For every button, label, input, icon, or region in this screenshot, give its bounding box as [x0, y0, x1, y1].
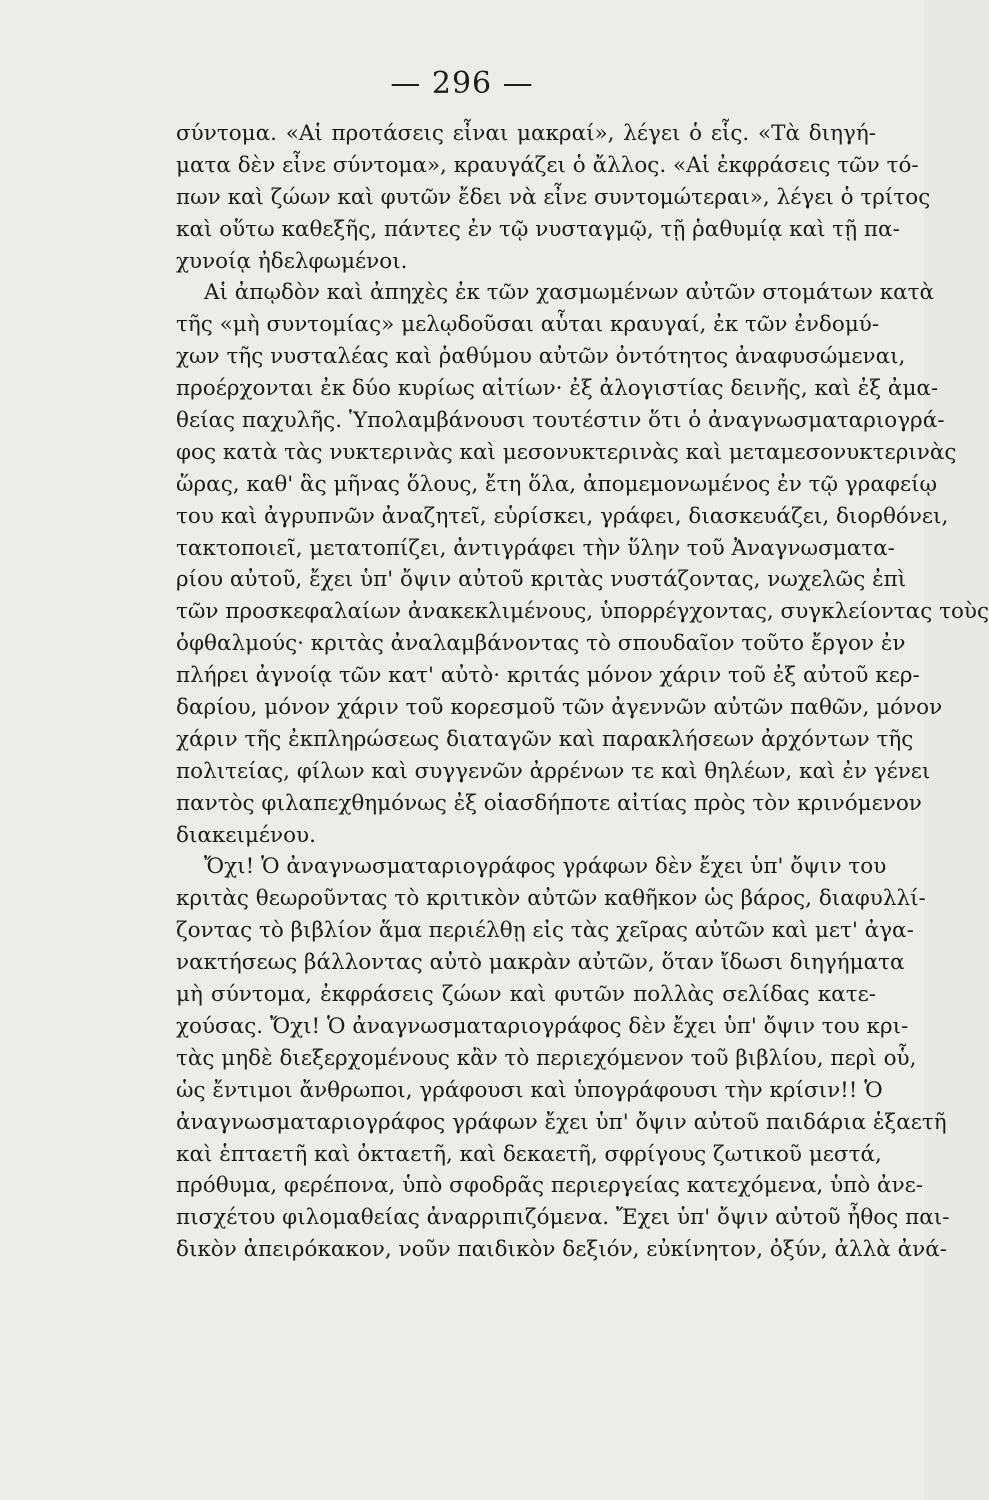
text-line: δαρίου, μόνον χάριν τοῦ κορεσμοῦ τῶν ἀγεννῶν αὐτῶν παθῶν, μόνον — [176, 695, 943, 721]
text-line: ὡς ἔντιμοι ἄνθρωποι, γράφουσι καὶ ὑπογράφουσι τὴν κρίσιν!! Ὁ — [176, 1077, 883, 1103]
text-line: πρόθυμα, φερέπονα, ὑπὸ σφοδρᾶς περιεργείας κατεχόμενα, ὑπὸ ἀνε- — [176, 1173, 924, 1199]
paragraph-3 — [176, 851, 950, 1266]
text-line: τῆς «μὴ συντομίας» μελῳδοῦσαι αὗται κραυγαί, ἐκ τῶν ἐνδομύ- — [176, 312, 880, 338]
page-number: — 296 — — [390, 66, 534, 101]
body-text — [176, 118, 989, 1266]
text-line: Ὄχι! Ὁ ἀναγνωσματαριογράφος γράφων δὲν ἔχει ὑπ' ὄψιν του — [204, 854, 887, 880]
text-line: νακτήσεως βάλλοντας αὐτὸ μακρὰν αὐτῶν, ὅταν ἴδωσι διηγήματα — [176, 950, 905, 976]
paragraph-2 — [176, 277, 989, 851]
text-line: σύντομα. «Αἱ προτάσεις εἶναι μακραί», λέγει ὁ εἷς. «Τὰ διηγή- — [176, 121, 876, 146]
text-line: πολιτείας, φίλων καὶ συγγενῶν ἀρρένων τε καὶ θηλέων, καὶ ἐν γένει — [176, 758, 931, 784]
text-line: ζοντας τὸ βιβλίον ἅμα περιέλθῃ εἰς τὰς χεῖρας αὐτῶν καὶ μετ' ἀγα- — [176, 918, 914, 944]
text-line: διακειμένου. — [176, 822, 316, 848]
text-line: πλήρει ἀγνοίᾳ τῶν κατ' αὐτὸ· κριτάς μόνον χάριν τοῦ ἐξ αὐτοῦ κερ- — [176, 663, 920, 689]
text-line: ὀφθαλμούς· κριτὰς ἀναλαμβάνοντας τὸ σπουδαῖον τοῦτο ἔργον ἐν — [176, 631, 906, 657]
text-line: καὶ οὕτω καθεξῆς, πάντες ἐν τῷ νυσταγμῷ, τῇ ῥαθυμίᾳ καὶ τῇ πα- — [176, 216, 900, 242]
text-line: θείας παχυλῆς. Ὑπολαμβάνουσι τουτέστιν ὅτι ὁ ἀναγνωσματαριογρά- — [176, 408, 945, 434]
text-line: ἀναγνωσματαριογράφος γράφων ἔχει ὑπ' ὄψιν αὐτοῦ παιδάρια ἑξαετῆ — [176, 1109, 947, 1135]
text-line: πισχέτου φιλομαθείας ἀναρριπιζόμενα. Ἔχει ὑπ' ὄψιν αὐτοῦ ἦθος παι- — [176, 1205, 950, 1231]
text-line: παντὸς φιλαπεχθημόνως ἐξ οἱασδήποτε αἰτίας πρὸς τὸν κρινόμενον — [176, 790, 922, 816]
text-line: τῶν προσκεφαλαίων ἀνακεκλιμένους, ὑπορρέγχοντας, συγκλείοντας τοὺς — [176, 599, 989, 625]
text-line: πων καὶ ζώων καὶ φυτῶν ἔδει νὰ εἶνε συντομώτεραι», λέγει ὁ τρίτος — [176, 184, 931, 210]
text-line: κριτὰς θεωροῦντας τὸ κριτικὸν αὐτῶν καθῆκον ὡς βάρος, διαφυλλί- — [176, 886, 926, 912]
text-line: χούσας. Ὄχι! Ὁ ἀναγνωσματαριογράφος δὲν ἔχει ὑπ' ὄψιν του κρι- — [176, 1013, 909, 1039]
text-line: χων τῆς νυσταλέας καὶ ῥαθύμου αὐτῶν ὀντότητος ἀναφυσώμεναι, — [176, 344, 906, 370]
text-line: χάριν τῆς ἐκπληρώσεως διαταγῶν καὶ παρακλήσεων ἀρχόντων τῆς — [176, 726, 914, 752]
text-line: τακτοποιεῖ, μετατοπίζει, ἀντιγράφει τὴν ὕλην τοῦ Ἀναγνωσματα- — [176, 535, 895, 561]
text-line: ματα δὲν εἶνε σύντομα», κραυγάζει ὁ ἄλλος. «Αἱ ἐκφράσεις τῶν τό- — [176, 152, 919, 178]
text-line: προέρχονται ἐκ δύο κυρίως αἰτίων· ἐξ ἀλογιστίας δεινῆς, καὶ ἐξ ἀμα- — [176, 376, 939, 402]
text-line: φος κατὰ τὰς νυκτερινὰς καὶ μεσονυκτερινὰς καὶ μεταμεσονυκτερινὰς — [176, 439, 957, 465]
text-line: ρίου αὐτοῦ, ἔχει ὑπ' ὄψιν αὐτοῦ κριτὰς νυστάζοντας, νωχελῶς ἐπὶ — [176, 567, 907, 593]
text-line: τὰς μηδὲ διεξερχομένους κἂν τὸ περιεχόμενον τοῦ βιβλίου, περὶ οὗ, — [176, 1045, 917, 1071]
text-line: του καὶ ἀγρυπνῶν ἀναζητεῖ, εὑρίσκει, γράφει, διασκευάζει, διορθόνει, — [176, 503, 949, 529]
paragraph-1 — [176, 118, 931, 277]
text-line: ὥρας, καθ' ἃς μῆνας ὅλους, ἔτη ὅλα, ἀπομεμονωμένος ἐν τῷ γραφείῳ — [176, 471, 938, 497]
text-line: δικὸν ἀπειρόκακον, νοῦν παιδικὸν δεξιόν, εὐκίνητον, ὀξύν, ἀλλὰ ἀνά- — [176, 1237, 947, 1263]
text-line: Αἱ ἀπῳδὸν καὶ ἀπηχὲς ἐκ τῶν χασμωμένων αὐτῶν στομάτων κατὰ — [204, 280, 935, 306]
text-line: καὶ ἑπταετῆ καὶ ὀκταετῆ, καὶ δεκαετῆ, σφρίγους ζωτικοῦ μεστά, — [176, 1141, 882, 1167]
text-line: χυνοίᾳ ἠδελφωμένοι. — [176, 248, 408, 274]
text-line: μὴ σύντομα, ἐκφράσεις ζώων καὶ φυτῶν πολλὰς σελίδας κατε- — [176, 982, 876, 1008]
